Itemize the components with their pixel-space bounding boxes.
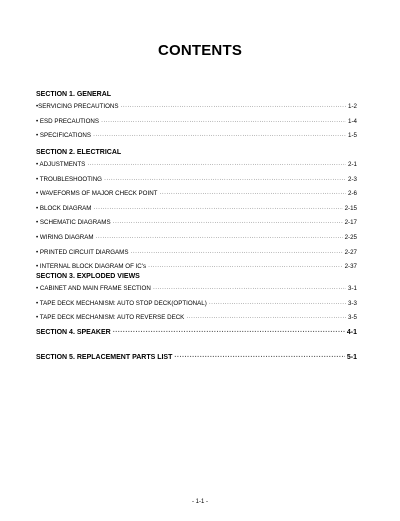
toc-entry[interactable]	[36, 351, 357, 366]
dot-leader	[93, 129, 346, 144]
toc-entry[interactable]	[36, 326, 357, 341]
dot-leader	[113, 326, 345, 341]
dot-leader	[153, 282, 346, 297]
entry-label: •SERVICING PRECAUTIONS	[36, 103, 119, 110]
table-of-contents	[36, 90, 357, 366]
section-exploded-views	[36, 272, 357, 326]
toc-entry[interactable]	[36, 297, 357, 312]
entry-page: 2-37	[344, 263, 357, 271]
entry-page: 2-1	[348, 161, 357, 168]
entry-page: 1-4	[348, 117, 357, 125]
entry-page: 1-2	[348, 103, 357, 110]
entry-page: 3-1	[348, 285, 357, 292]
section-heading: SECTION 3. EXPLODED VIEWS	[36, 273, 140, 280]
toc-entry[interactable]	[36, 246, 357, 261]
toc-entry[interactable]	[36, 216, 357, 231]
section-heading: SECTION 2. ELECTRICAL	[36, 149, 122, 156]
entry-page: 2-25	[344, 233, 357, 241]
entry-page: 2-27	[344, 248, 357, 256]
entry-label: • TROUBLESHOOTING	[36, 175, 102, 183]
page-footer: - 1-1 -	[191, 499, 208, 505]
entry-label: SECTION 4. SPEAKER	[36, 329, 111, 336]
entry-label: • BLOCK DIAGRAM	[36, 204, 92, 212]
dot-leader	[87, 158, 346, 173]
toc-entry[interactable]	[36, 202, 357, 217]
entry-label: • WIRING DIAGRAM	[36, 233, 94, 241]
section-replacement-parts	[36, 351, 357, 366]
entry-page: 2-6	[348, 190, 357, 198]
dot-leader	[96, 231, 343, 246]
dot-leader	[209, 297, 346, 312]
dot-leader	[148, 260, 343, 275]
dot-leader	[113, 216, 343, 231]
toc-entry[interactable]	[36, 311, 357, 326]
entry-page: 5-1	[346, 354, 357, 361]
toc-entry[interactable]	[36, 282, 357, 297]
entry-page: 3-5	[348, 314, 357, 322]
entry-label: • INTERNAL BLOCK DIAGRAM OF IC's	[36, 263, 147, 271]
page-title: CONTENTS	[157, 42, 243, 59]
section-general	[36, 90, 357, 148]
section-speaker	[36, 326, 357, 351]
dot-leader	[121, 100, 347, 115]
entry-page: 2-15	[344, 204, 357, 212]
entry-page: 2-3	[348, 175, 357, 183]
section-heading: SECTION 1. GENERAL	[36, 91, 112, 98]
dot-leader	[159, 187, 346, 202]
entry-label: • CABINET AND MAIN FRAME SECTION	[36, 285, 151, 292]
toc-entry[interactable]	[36, 100, 357, 115]
toc-entry[interactable]	[36, 173, 357, 188]
dot-leader	[101, 115, 346, 130]
entry-page: 2-17	[344, 219, 357, 227]
dot-leader	[93, 202, 342, 217]
entry-label: SECTION 5. REPLACEMENT PARTS LIST	[36, 354, 173, 361]
section-electrical	[36, 148, 357, 272]
entry-label: • TAPE DECK MECHANISM: AUTO REVERSE DECK	[36, 314, 185, 322]
dot-leader	[130, 246, 342, 261]
toc-entry[interactable]	[36, 115, 357, 130]
entry-label: • SPECIFICATIONS	[36, 132, 91, 140]
dot-leader	[186, 311, 346, 326]
toc-entry[interactable]	[36, 231, 357, 246]
entry-label: • ESD PRECAUTIONS	[36, 117, 100, 125]
toc-entry[interactable]	[36, 129, 357, 144]
entry-page: 1-5	[348, 132, 357, 140]
entry-label: • ADJUSTMENTS	[36, 161, 86, 168]
dot-leader	[174, 351, 344, 366]
entry-page: 4-1	[346, 329, 357, 336]
entry-label: • WAVEFORMS OF MAJOR CHECK POINT	[36, 190, 158, 198]
entry-page: 3-3	[348, 299, 357, 307]
dot-leader	[104, 173, 346, 188]
entry-label: • TAPE DECK MECHANISM: AUTO STOP DECK(OPTIONAL)	[36, 299, 207, 307]
toc-entry[interactable]	[36, 158, 357, 173]
entry-label: • SCHEMATIC DIAGRAMS	[36, 219, 111, 227]
toc-entry[interactable]	[36, 187, 357, 202]
entry-label: • PRINTED CIRCUIT DIARGAMS	[36, 248, 129, 256]
